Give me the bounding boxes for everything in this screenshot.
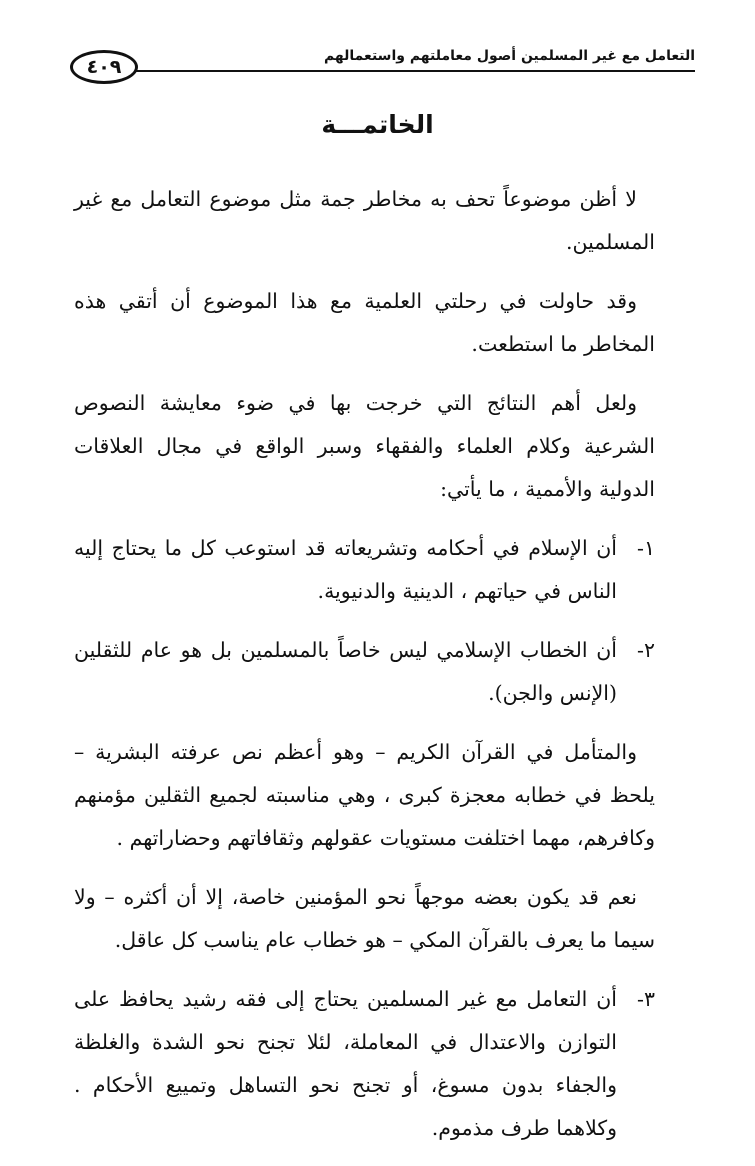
running-header-title: التعامل مع غير المسلمين أصول معاملتهم واستعمالهم (323, 48, 695, 64)
list-item-number: ٣- (637, 987, 655, 1011)
header-rule (130, 70, 695, 72)
list-item-text: أن الخطاب الإسلامي ليس خاصاً بالمسلمين بل هو عام للثقلين (الإنس والجن). (74, 638, 617, 705)
paragraph-quran: والمتأمل في القرآن الكريم – وهو أعظم نص عرفته البشرية – يلحظ في خطابه معجزة كبرى ، وهي مناسبته لجميع الثقلين مؤمنهم وكافرهم، مهما اختلفت مستويات عقولهم وثقافاتهم وحضاراتهم . (74, 740, 655, 850)
chapter-title: الخاتمـــة (321, 110, 434, 139)
paragraph-meccan: نعم قد يكون بعضه موجهاً نحو المؤمنين خاصة، إلا أن أكثره – ولا سيما ما يعرف بالقرآن المكي – هو خطاب عام يناسب كل عاقل. (74, 885, 655, 952)
paragraph-results-intro: ولعل أهم النتائج التي خرجت بها في ضوء معايشة النصوص الشرعية وكلام العلماء والفقهاء وسبر الواقع في مجال العلاقات الدولية والأممية ، ما يأتي: (74, 391, 655, 501)
page-number: ٤٠٩ (70, 50, 138, 84)
list-item-1 (74, 527, 655, 613)
paragraph-intro: لا أظن موضوعاً تحف به مخاطر جمة مثل موضوع التعامل مع غير المسلمين. (74, 187, 655, 254)
list-item-number: ٢- (637, 638, 655, 662)
list-item-text: أن الإسلام في أحكامه وتشريعاته قد استوعب كل ما يحتاج إليه الناس في حياتهم ، الدينية والدنيوية. (74, 536, 617, 603)
list-item-number: ١- (637, 536, 655, 560)
running-header (70, 46, 695, 86)
body-text (74, 178, 655, 1166)
paragraph-attempt: وقد حاولت في رحلتي العلمية مع هذا الموضوع أن أتقي هذه المخاطر ما استطعت. (74, 289, 655, 356)
list-item-text: أن التعامل مع غير المسلمين يحتاج إلى فقه رشيد يحافظ على التوازن والاعتدال في المعاملة، لئلا تجنح نحو الشدة والغلظة والجفاء بدون مسوغ، أو تجنح نحو التساهل وتمييع الأحكام . وكلاهما طرف مذموم. (74, 987, 617, 1140)
list-item-3 (74, 978, 655, 1150)
list-item-2 (74, 629, 655, 715)
